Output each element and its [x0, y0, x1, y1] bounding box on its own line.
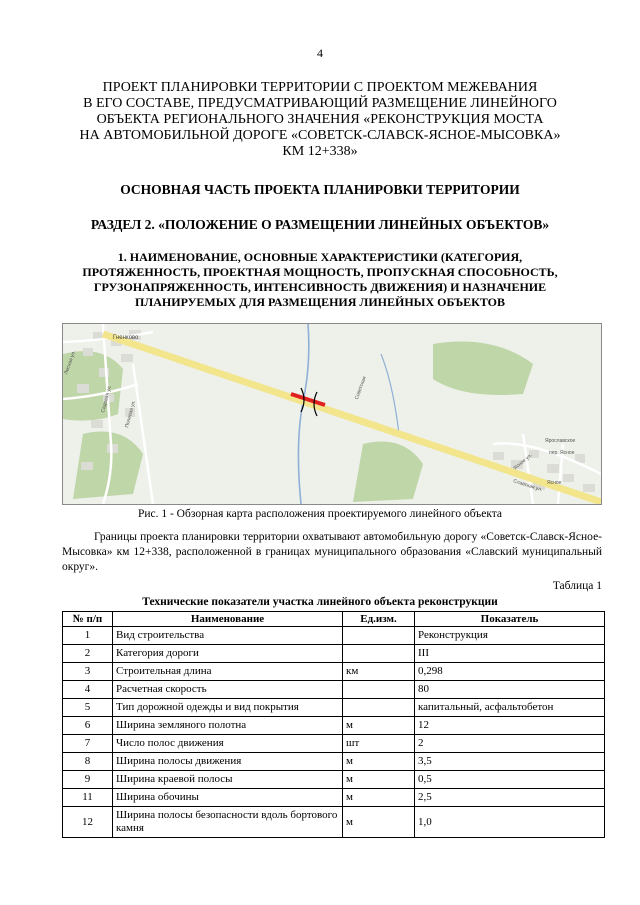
- table-row: [63, 789, 605, 807]
- table-row: [63, 699, 605, 717]
- header-value: Показатель: [415, 612, 605, 627]
- map-label: Гненково: [113, 335, 139, 341]
- table-title: Технические показатели участка линейного объекта реконструкции: [142, 596, 498, 608]
- cell-value: 2,5: [415, 789, 605, 807]
- table-row: [63, 717, 605, 735]
- cell-value: 3,5: [415, 753, 605, 771]
- cell-unit: м: [343, 789, 415, 807]
- table-row: [63, 771, 605, 789]
- cell-number: 12: [63, 807, 113, 838]
- table-row: [63, 627, 605, 645]
- cell-unit: шт: [343, 735, 415, 753]
- table-label: Таблица 1: [552, 580, 602, 592]
- cell-value: Реконструкция: [415, 627, 605, 645]
- table-row: [63, 735, 605, 753]
- map-label: Советская: [353, 375, 368, 401]
- cell-unit: [343, 681, 415, 699]
- header-number: № п/п: [63, 612, 113, 627]
- cell-number: 9: [63, 771, 113, 789]
- cell-name: Ширина полосы движения: [113, 753, 343, 771]
- cell-value: капитальный, асфальтобетон: [415, 699, 605, 717]
- map-label: Ясное ул.: [512, 452, 534, 472]
- map-label: Лесная ул.: [63, 349, 78, 376]
- cell-unit: [343, 627, 415, 645]
- cell-unit: м: [343, 771, 415, 789]
- cell-name: Категория дороги: [113, 645, 343, 663]
- technical-table: [62, 611, 605, 838]
- cell-value: 12: [415, 717, 605, 735]
- cell-unit: км: [343, 663, 415, 681]
- project-title-line: ОБЪЕКТА РЕГИОНАЛЬНОГО ЗНАЧЕНИЯ «РЕКОНСТРУКЦИЯ МОСТА: [96, 112, 544, 127]
- cell-number: 3: [63, 663, 113, 681]
- cell-name: Тип дорожной одежды и вид покрытия: [113, 699, 343, 717]
- table-header-row: [63, 612, 605, 627]
- overview-map: [62, 323, 602, 505]
- cell-unit: м: [343, 717, 415, 735]
- cell-number: 4: [63, 681, 113, 699]
- cell-number: 6: [63, 717, 113, 735]
- table-row: [63, 645, 605, 663]
- cell-name: Ширина краевой полосы: [113, 771, 343, 789]
- cell-unit: м: [343, 753, 415, 771]
- cell-value: 1,0: [415, 807, 605, 838]
- main-heading: ОСНОВНАЯ ЧАСТЬ ПРОЕКТА ПЛАНИРОВКИ ТЕРРИТОРИИ: [120, 182, 520, 197]
- subsection-heading-line: ПЛАНИРУЕМЫХ ДЛЯ РАЗМЕЩЕНИЯ ЛИНЕЙНЫХ ОБЪЕКТОВ: [134, 295, 506, 309]
- cell-name: Ширина полосы безопасности вдоль бортового камня: [113, 807, 343, 838]
- cell-unit: [343, 645, 415, 663]
- header-name: Наименование: [113, 612, 343, 627]
- cell-name: Ширина обочины: [113, 789, 343, 807]
- table-row: [63, 663, 605, 681]
- project-title-line: КМ 12+338»: [282, 144, 358, 159]
- map-label: Садовая ул.: [100, 384, 114, 414]
- table-row: [63, 753, 605, 771]
- cell-value: III: [415, 645, 605, 663]
- cell-name: Ширина земляного полотна: [113, 717, 343, 735]
- body-paragraph: Границы проекта планировки территории охватывают автомобильную дорогу «Советск-Славск-Ясное-Мысовка» км 12+338, расположенной в границах муниципального образования «Славский муниципальный округ».: [62, 531, 602, 573]
- cell-number: 2: [63, 645, 113, 663]
- cell-unit: м: [343, 807, 415, 838]
- cell-number: 11: [63, 789, 113, 807]
- map-label: Полевая ул.: [124, 399, 138, 429]
- cell-number: 8: [63, 753, 113, 771]
- map-label: Славская ул.: [512, 478, 544, 494]
- map-label: пер. Ясное: [549, 450, 575, 456]
- cell-value: 0,298: [415, 663, 605, 681]
- cell-name: Расчетная скорость: [113, 681, 343, 699]
- section-heading: РАЗДЕЛ 2. «ПОЛОЖЕНИЕ О РАЗМЕЩЕНИИ ЛИНЕЙНЫХ ОБЪЕКТОВ»: [90, 217, 550, 232]
- cell-number: 5: [63, 699, 113, 717]
- figure-caption: Рис. 1 - Обзорная карта расположения проектируемого линейного объекта: [137, 508, 503, 520]
- subsection-heading: [40, 250, 600, 310]
- cell-name: Строительная длина: [113, 663, 343, 681]
- table-row: [63, 681, 605, 699]
- map-label: Ясное: [547, 480, 562, 486]
- subsection-heading-line: ГРУЗОНАПРЯЖЕННОСТЬ, ИНТЕНСИВНОСТЬ ДВИЖЕНИЯ) И НАЗНАЧЕНИЕ: [93, 280, 547, 294]
- cell-name: Вид строительства: [113, 627, 343, 645]
- table-row: [63, 807, 605, 838]
- cell-number: 1: [63, 627, 113, 645]
- subsection-heading-line: 1. НАИМЕНОВАНИЕ, ОСНОВНЫЕ ХАРАКТЕРИСТИКИ (КАТЕГОРИЯ,: [117, 250, 523, 264]
- page-number: 4: [317, 46, 323, 60]
- project-title-line: НА АВТОМОБИЛЬНОЙ ДОРОГЕ «СОВЕТСК-СЛАВСК-ЯСНОЕ-МЫСОВКА»: [79, 128, 561, 143]
- cell-name: Число полос движения: [113, 735, 343, 753]
- cell-value: 80: [415, 681, 605, 699]
- cell-value: 0,5: [415, 771, 605, 789]
- cell-number: 7: [63, 735, 113, 753]
- cell-unit: [343, 699, 415, 717]
- map-canvas: [63, 324, 601, 504]
- project-title-line: В ЕГО СОСТАВЕ, ПРЕДУСМАТРИВАЮЩИЙ РАЗМЕЩЕНИЕ ЛИНЕЙНОГО: [83, 96, 557, 111]
- subsection-heading-line: ПРОТЯЖЕННОСТЬ, ПРОЕКТНАЯ МОЩНОСТЬ, ПРОПУСКНАЯ СПОСОБНОСТЬ,: [82, 265, 558, 279]
- map-label: Ярославское: [545, 438, 576, 444]
- cell-value: 2: [415, 735, 605, 753]
- project-title: [50, 80, 590, 160]
- project-title-line: ПРОЕКТ ПЛАНИРОВКИ ТЕРРИТОРИИ С ПРОЕКТОМ МЕЖЕВАНИЯ: [102, 80, 538, 95]
- header-unit: Ед.изм.: [343, 612, 415, 627]
